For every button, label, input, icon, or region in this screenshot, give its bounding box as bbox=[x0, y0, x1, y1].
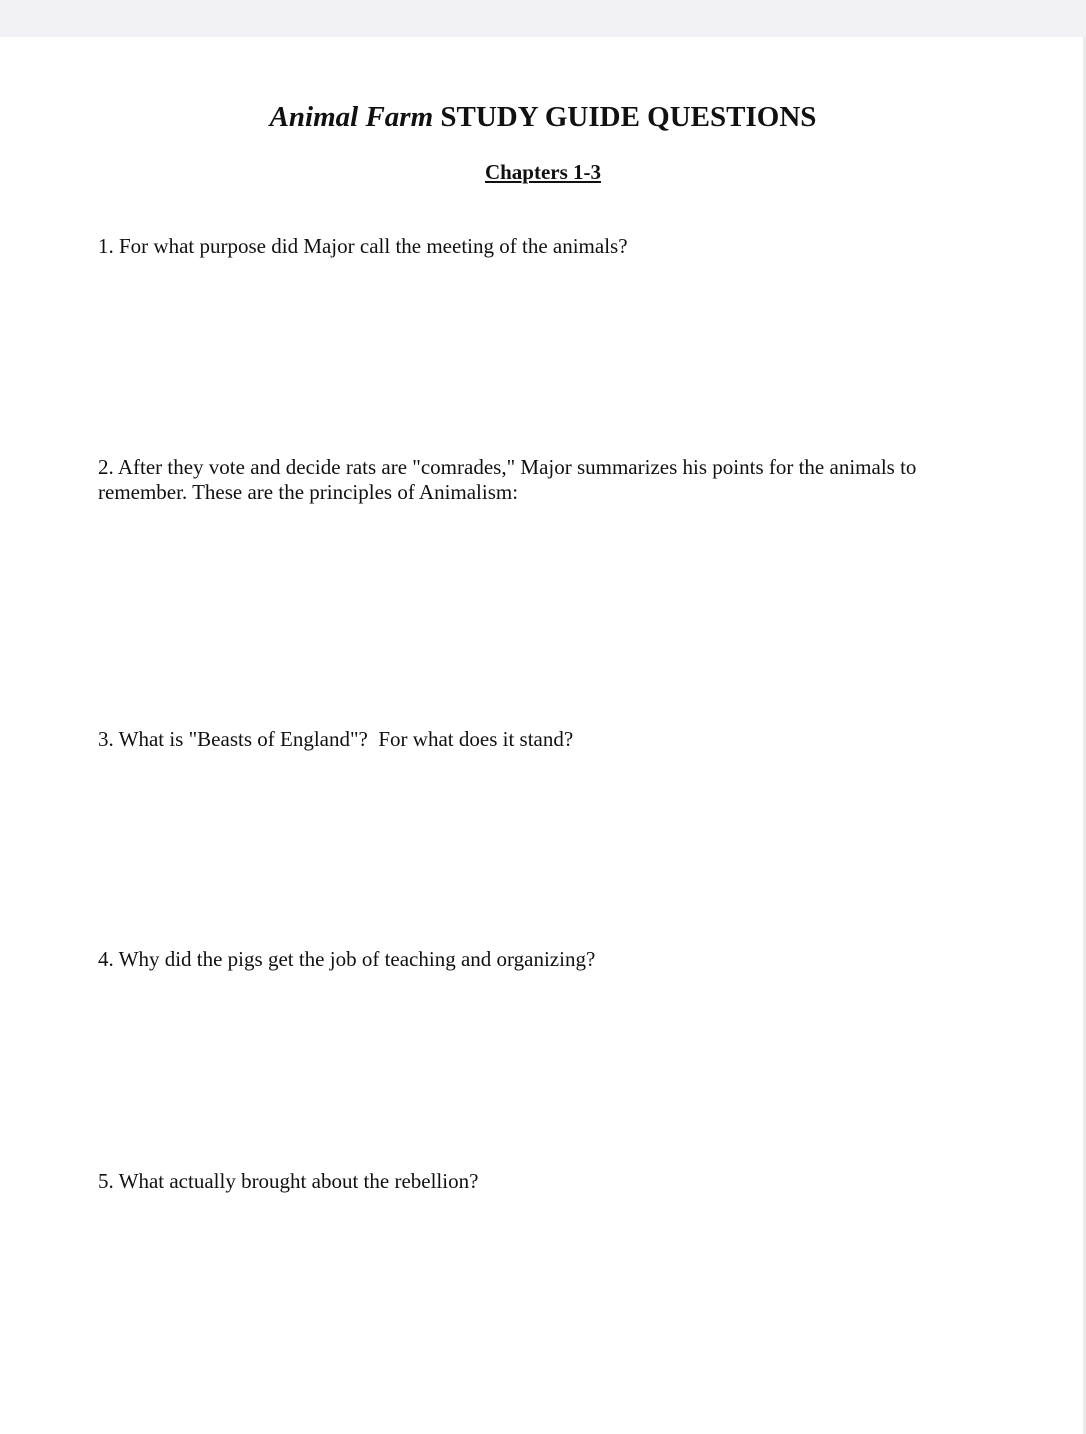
chapter-range-heading: Chapters 1-3 bbox=[484, 160, 602, 184]
question-5 bbox=[98, 1169, 958, 1194]
question-text: After they vote and decide rats are "comrades," Major summarizes his points for the animals to remember. These are the principles of Animalism: bbox=[98, 455, 917, 504]
question-text: What is "Beasts of England"? For what does it stand? bbox=[118, 727, 574, 751]
question-number: 5. bbox=[98, 1169, 114, 1193]
question-number: 3. bbox=[98, 727, 114, 751]
question-text: For what purpose did Major call the meeting of the animals? bbox=[119, 234, 628, 258]
question-number: 4. bbox=[98, 947, 114, 971]
title-rest: STUDY GUIDE QUESTIONS bbox=[440, 101, 817, 133]
document-title bbox=[0, 101, 1086, 134]
question-4 bbox=[98, 947, 958, 972]
question-3 bbox=[98, 727, 958, 752]
question-2 bbox=[98, 455, 958, 505]
question-number: 2. bbox=[98, 455, 114, 479]
question-number: 1. bbox=[98, 234, 114, 258]
book-title: Animal Farm bbox=[269, 101, 434, 133]
question-1 bbox=[98, 234, 958, 259]
question-text: Why did the pigs get the job of teaching and organizing? bbox=[118, 947, 596, 971]
viewer-top-bar bbox=[0, 0, 1086, 37]
question-text: What actually brought about the rebellion? bbox=[118, 1169, 479, 1193]
